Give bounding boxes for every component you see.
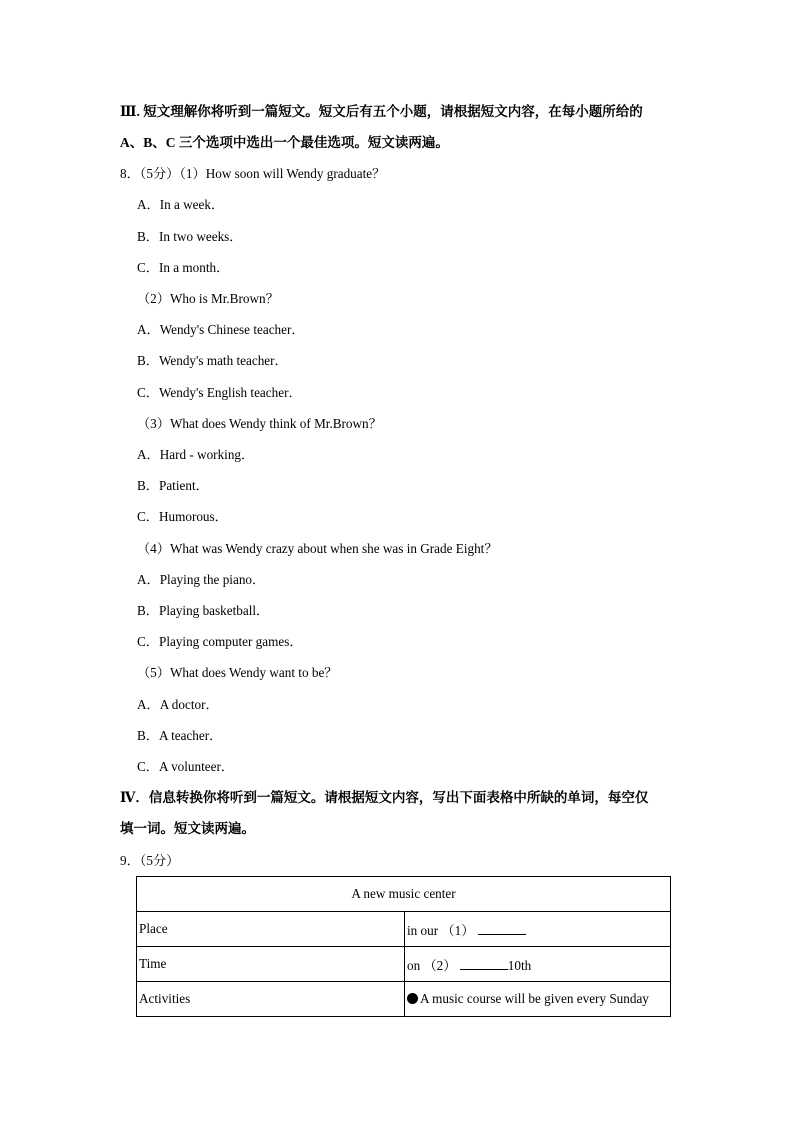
row-label-place: Place	[137, 912, 405, 947]
row-value-place	[405, 912, 671, 947]
option-2c: C．Wendy's English teacher．	[137, 385, 302, 400]
table-title: A new music center	[137, 877, 671, 912]
time-suffix: 10th	[507, 957, 532, 973]
option-5b: B．A teacher．	[137, 728, 223, 743]
option-2a: A．Wendy's Chinese teacher．	[137, 322, 305, 337]
table-title-row	[137, 877, 671, 912]
option-1c: C．In a month．	[137, 260, 230, 275]
place-prefix: in our （1）	[407, 922, 475, 938]
row-value-activities	[405, 982, 671, 1017]
option-3b: B．Patient．	[137, 478, 209, 493]
sub-question-2: （2）Who is Mr.Brown？	[137, 291, 279, 306]
sub-question-3: （3）What does Wendy think of Mr.Brown？	[137, 416, 382, 431]
answer-blank-1[interactable]	[478, 922, 526, 935]
section-3-line-2: A、B、C 三个选项中选出一个最佳选项。短文读两遍。	[120, 135, 449, 150]
question-8-header: 8．（5分）（1）How soon will Wendy graduate？	[120, 166, 386, 181]
section-3-line-1: Ⅲ. 短文理解你将听到一篇短文。短文后有五个小题，请根据短文内容，在每小题所给的	[120, 104, 643, 119]
table-row	[137, 982, 671, 1017]
table-row	[137, 912, 671, 947]
row-value-time	[405, 947, 671, 982]
info-table	[136, 876, 671, 1017]
option-5a: A．A doctor．	[137, 697, 219, 712]
sub-question-5: （5）What does Wendy want to be？	[137, 665, 338, 680]
section-4-line-2: 填一词。短文读两遍。	[120, 821, 255, 836]
option-5c: C．A volunteer．	[137, 759, 235, 774]
option-4b: B．Playing basketball．	[137, 603, 270, 618]
question-9-header: 9．（5分）	[120, 853, 180, 868]
option-3a: A．Hard ‑ working．	[137, 447, 255, 462]
option-2b: B．Wendy's math teacher．	[137, 353, 288, 368]
sub-question-4: （4）What was Wendy crazy about when she was in Grade Eight？	[137, 541, 498, 556]
option-4a: A．Playing the piano．	[137, 572, 266, 587]
table-row	[137, 947, 671, 982]
time-prefix: on （2）	[407, 957, 457, 973]
bullet-icon	[407, 993, 418, 1004]
activities-text: A music course will be given every Sunday	[420, 991, 649, 1006]
section-4-line-1: Ⅳ．信息转换你将听到一篇短文。请根据短文内容，写出下面表格中所缺的单词，每空仅	[120, 790, 649, 805]
row-label-time: Time	[137, 947, 405, 982]
option-1a: A．In a week．	[137, 197, 225, 212]
answer-blank-2[interactable]	[460, 957, 508, 970]
option-1b: B．In two weeks．	[137, 229, 243, 244]
option-3c: C．Humorous．	[137, 509, 228, 524]
option-4c: C．Playing computer games．	[137, 634, 303, 649]
row-label-activities: Activities	[137, 982, 405, 1017]
